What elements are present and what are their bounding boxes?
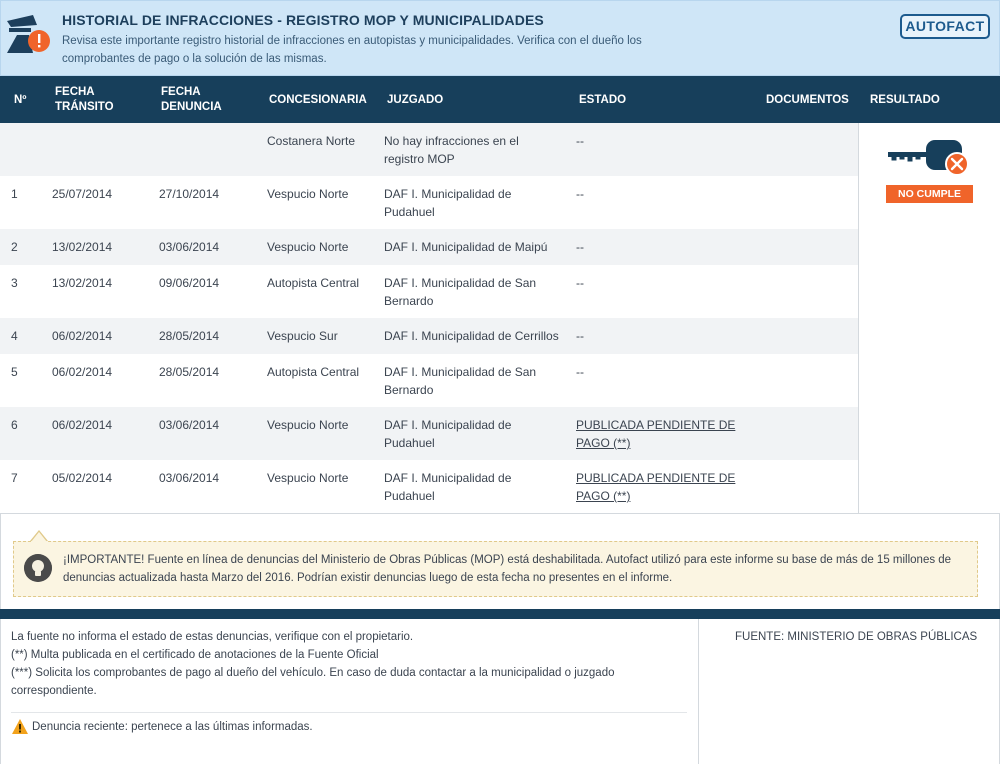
table-bottom-border xyxy=(0,513,1000,514)
cell-juzgado: DAF I. Municipalidad de San Bernardo xyxy=(384,365,537,397)
cell-num: 6 xyxy=(11,418,18,432)
cell-num: 3 xyxy=(11,276,18,290)
footer-note: (**) Multa publicada en el certificado de anotaciones de la Fuente Oficial xyxy=(11,649,379,661)
cell-fecha-denuncia: 09/06/2014 xyxy=(159,276,220,290)
cell-num: 4 xyxy=(11,329,18,343)
column-header-resultado: RESULTADO xyxy=(870,94,940,106)
cell-estado: -- xyxy=(576,134,584,148)
important-notice xyxy=(13,541,978,597)
cell-fecha-transito: 06/02/2014 xyxy=(52,418,113,432)
table-header xyxy=(0,76,1000,123)
cell-juzgado: DAF I. Municipalidad de Pudahuel xyxy=(384,471,512,503)
cell-estado: -- xyxy=(576,187,584,201)
column-header-documentos: DOCUMENTOS xyxy=(766,94,849,106)
table-row xyxy=(0,265,858,318)
cell-concesionaria: Vespucio Norte xyxy=(267,187,349,201)
table-row xyxy=(0,460,858,513)
cell-estado: -- xyxy=(576,240,584,254)
footer-separator xyxy=(11,712,687,713)
cell-concesionaria: Vespucio Norte xyxy=(267,471,349,485)
estado-link[interactable]: PUBLICADA PENDIENTE DE PAGO (**) xyxy=(576,471,736,503)
cell-juzgado: DAF I. Municipalidad de Cerrillos xyxy=(384,329,559,343)
table-row xyxy=(0,354,858,407)
column-header-concesionaria: CONCESIONARIA xyxy=(269,94,367,106)
footer-note: (***) Solicita los comprobantes de pago al dueño del vehículo. En caso de duda contactar a la municipalidad o juzgado correspondiente. xyxy=(11,667,615,697)
notice-text: ¡IMPORTANTE! Fuente en línea de denuncias del Ministerio de Obras Públicas (MOP) está deshabilitada. Autofact utilizó para este informe su base de más de 15 millones de denuncias actualizada hasta Marzo del 2016. Podrían existir denuncias luego de esta fecha no presentes en el informe. xyxy=(63,554,952,584)
cell-juzgado: DAF I. Municipalidad de Maipú xyxy=(384,240,548,254)
cell-concesionaria: Costanera Norte xyxy=(267,134,356,148)
cell-num: 2 xyxy=(11,240,18,254)
section-divider xyxy=(0,609,1000,619)
cell-juzgado: DAF I. Municipalidad de San Bernardo xyxy=(384,276,537,308)
section-title: HISTORIAL DE INFRACCIONES - REGISTRO MOP Y MUNICIPALIDADES xyxy=(62,12,544,28)
cell-concesionaria: Vespucio Norte xyxy=(267,418,349,432)
column-header-juzgado: JUZGADO xyxy=(387,94,444,106)
cell-concesionaria: Vespucio Sur xyxy=(267,329,338,343)
cell-fecha-transito: 06/02/2014 xyxy=(52,329,113,343)
cell-fecha-transito: 05/02/2014 xyxy=(52,471,113,485)
table-row xyxy=(0,123,858,176)
column-header-estado: ESTADO xyxy=(579,94,627,106)
footer-notes xyxy=(11,628,691,700)
footer-note: La fuente no informa el estado de estas denuncias, verifique con el propietario. xyxy=(11,631,414,643)
cell-concesionaria: Autopista Central xyxy=(267,276,360,290)
cell-fecha-transito: 13/02/2014 xyxy=(52,240,113,254)
cell-juzgado: DAF I. Municipalidad de Pudahuel xyxy=(384,418,512,450)
status-badge: NO CUMPLE xyxy=(886,185,973,203)
result-column xyxy=(858,123,1000,514)
cell-num: 5 xyxy=(11,365,18,379)
cell-fecha-denuncia: 28/05/2014 xyxy=(159,365,220,379)
cell-fecha-transito: 25/07/2014 xyxy=(52,187,113,201)
cell-estado: -- xyxy=(576,365,584,379)
cell-estado: -- xyxy=(576,329,584,343)
cell-fecha-transito: 13/02/2014 xyxy=(52,276,113,290)
cell-num: 1 xyxy=(11,187,18,201)
key-denied-icon xyxy=(886,137,976,177)
cell-fecha-denuncia: 27/10/2014 xyxy=(159,187,220,201)
warning-triangle-icon xyxy=(11,718,29,735)
footer-vertical-divider xyxy=(698,619,699,764)
column-header-fecha-transito: FECHA TRÁNSITO xyxy=(55,86,114,113)
cell-fecha-denuncia: 03/06/2014 xyxy=(159,418,220,432)
lightbulb-icon xyxy=(24,554,52,582)
column-header-num: Nº xyxy=(14,94,27,106)
cell-fecha-denuncia: 03/06/2014 xyxy=(159,471,220,485)
recent-warning-text: Denuncia reciente: pertenece a las últimas informadas. xyxy=(32,721,313,733)
cell-concesionaria: Autopista Central xyxy=(267,365,360,379)
police-warning-icon xyxy=(3,7,53,57)
section-description: Revisa este importante registro historial de infracciones en autopistas y municipalidades. Verifica con el dueño los comprobantes de pago o la solución de las mismas. xyxy=(62,35,642,65)
table-row xyxy=(0,407,858,460)
table-row xyxy=(0,229,858,265)
table-row xyxy=(0,318,858,354)
source-label: FUENTE: MINISTERIO DE OBRAS PÚBLICAS xyxy=(735,631,978,643)
column-header-fecha-denuncia: FECHA DENUNCIA xyxy=(161,86,222,113)
autofact-logo: AUTOFACT xyxy=(900,14,990,39)
notice-pointer-fill xyxy=(31,532,47,542)
cell-concesionaria: Vespucio Norte xyxy=(267,240,349,254)
cell-estado: -- xyxy=(576,276,584,290)
cell-fecha-transito: 06/02/2014 xyxy=(52,365,113,379)
estado-link[interactable]: PUBLICADA PENDIENTE DE PAGO (**) xyxy=(576,418,736,450)
cell-juzgado: No hay infracciones en el registro MOP xyxy=(384,134,519,166)
cell-num: 7 xyxy=(11,471,18,485)
cell-juzgado: DAF I. Municipalidad de Pudahuel xyxy=(384,187,512,219)
table-row xyxy=(0,176,858,229)
cell-fecha-denuncia: 28/05/2014 xyxy=(159,329,220,343)
frame-left-border xyxy=(0,514,1,764)
cell-fecha-denuncia: 03/06/2014 xyxy=(159,240,220,254)
section-header xyxy=(0,0,1000,76)
